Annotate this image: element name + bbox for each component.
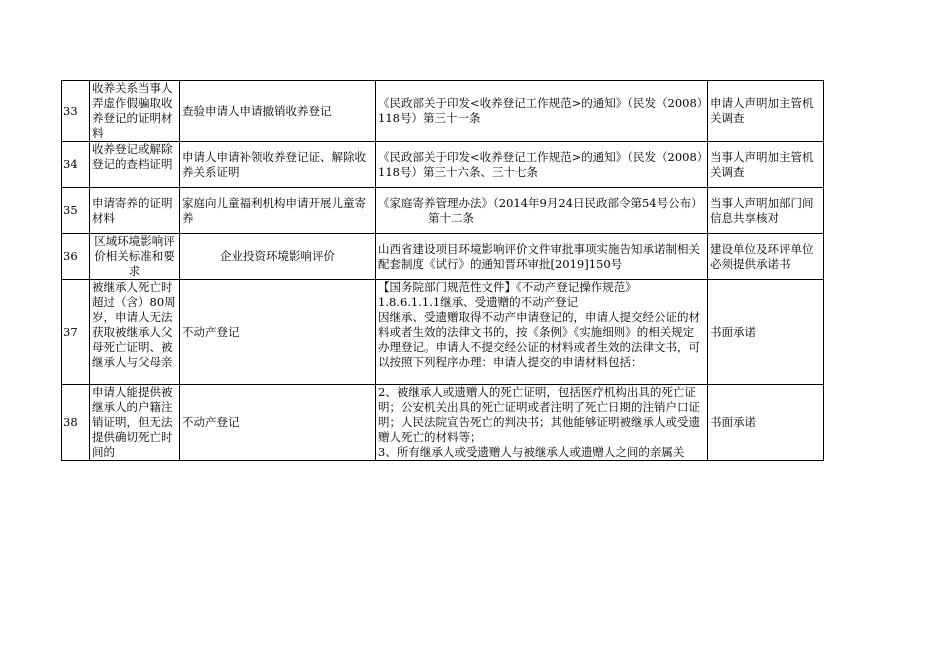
- row-number[interactable]: 36: [62, 234, 90, 280]
- material-text: 收养关系当事人弄虚作假骗取收养登记的证明材料: [92, 81, 173, 140]
- mode-cell[interactable]: 建设单位及环评单位必须提供承诺书: [708, 234, 824, 280]
- item-cell[interactable]: 家庭向儿童福利机构申请开展儿童寄养: [180, 188, 376, 234]
- mode-cell[interactable]: 书面承诺: [708, 280, 824, 385]
- material-text: 区域环境影响评价相关标准和要求: [94, 234, 175, 278]
- material-cell[interactable]: [90, 81, 180, 142]
- basis-line: 因继承、受遗赠取得不动产申请登记的，申请人提交经公证的材料或者生效的法律文书的，按《条例》《实施细则》的相关规定办理登记。申请人不提交经公证的材料或者生效的法律文书，可以按照下列程序办理：申请人提交的申请材料包括：: [378, 310, 700, 369]
- table-row: [62, 188, 824, 234]
- basis-cell[interactable]: [376, 81, 708, 142]
- basis-line: 第十二条: [428, 210, 474, 225]
- row-number[interactable]: 38: [62, 385, 90, 461]
- item-cell[interactable]: 不动产登记: [180, 385, 376, 461]
- basis-cell[interactable]: [376, 188, 708, 234]
- basis-cell[interactable]: [376, 280, 708, 385]
- row-number[interactable]: 37: [62, 280, 90, 385]
- mode-cell[interactable]: 当事人声明加主管机关调查: [708, 142, 824, 188]
- basis-line: 【国务院部门规范性文件】《不动产登记操作规范》: [378, 280, 637, 294]
- material-cell[interactable]: [90, 385, 180, 461]
- item-cell[interactable]: 企业投资环境影响评价: [180, 234, 376, 280]
- basis-cell[interactable]: [376, 142, 708, 188]
- basis-cell[interactable]: [376, 234, 708, 280]
- table-row: [62, 142, 824, 188]
- table-row: [62, 234, 824, 280]
- material-cell[interactable]: [90, 234, 180, 280]
- item-cell[interactable]: 查验申请人申请撤销收养登记: [180, 81, 376, 142]
- mode-cell[interactable]: 申请人声明加主管机关调查: [708, 81, 824, 142]
- material-cell[interactable]: [90, 142, 180, 188]
- row-number[interactable]: 33: [62, 81, 90, 142]
- material-text: 被继承人死亡时超过（含）80周岁，申请人无法获取被继承人父母死亡证明、被继承人与父母亲: [92, 280, 176, 369]
- material-cell[interactable]: [90, 280, 180, 385]
- row-number[interactable]: 34: [62, 142, 90, 188]
- item-cell[interactable]: 申请人申请补领收养登记证、解除收养关系证明: [180, 142, 376, 188]
- basis-cell[interactable]: [376, 385, 708, 461]
- table-row: [62, 81, 824, 142]
- basis-line: 2、被继承人或遗赠人的死亡证明，包括医疗机构出具的死亡证明；公安机关出具的死亡证明或者注明了死亡日期的注销户口证明；人民法院宣告死亡的判决书；其他能够证明被继承人或受遗赠人死亡的材料等；: [378, 385, 700, 444]
- basis-line: 1.8.6.1.1.1继承、受遗赠的不动产登记: [378, 295, 579, 309]
- basis-line: 山西省建设项目环境影响评价文件审批事项实施告知承诺制相关配套制度《试行》的通知晋环审批[2019]150号: [378, 241, 700, 271]
- material-text: 收养登记或解除登记的查档证明: [92, 142, 173, 171]
- mode-cell[interactable]: 书面承诺: [708, 385, 824, 461]
- basis-line: 《家庭寄养管理办法》（2014年9月24日民政部令第54号公布）: [378, 195, 703, 210]
- basis-line: 3、所有继承人或受遗赠人与被继承人或遗赠人之间的亲属关: [378, 445, 685, 459]
- data-table: [61, 80, 824, 461]
- material-text: 申请寄养的证明材料: [92, 195, 173, 225]
- table-row: [62, 385, 824, 461]
- row-number[interactable]: 35: [62, 188, 90, 234]
- spreadsheet: [61, 80, 824, 461]
- material-cell[interactable]: [90, 188, 180, 234]
- mode-cell[interactable]: 当事人声明加部门间信息共享核对: [708, 188, 824, 234]
- basis-line: 《民政部关于印发<收养登记工作规范>的通知》（民发（2008）118号）第三十六条、三十七条: [378, 149, 703, 179]
- material-text: 申请人能提供被继承人的户籍注销证明，但无法提供确切死亡时间的: [92, 385, 173, 459]
- table-row: [62, 280, 824, 385]
- item-cell[interactable]: 不动产登记: [180, 280, 376, 385]
- basis-line: 《民政部关于印发<收养登记工作规范>的通知》（民发（2008）118号）第三十一条: [378, 96, 703, 125]
